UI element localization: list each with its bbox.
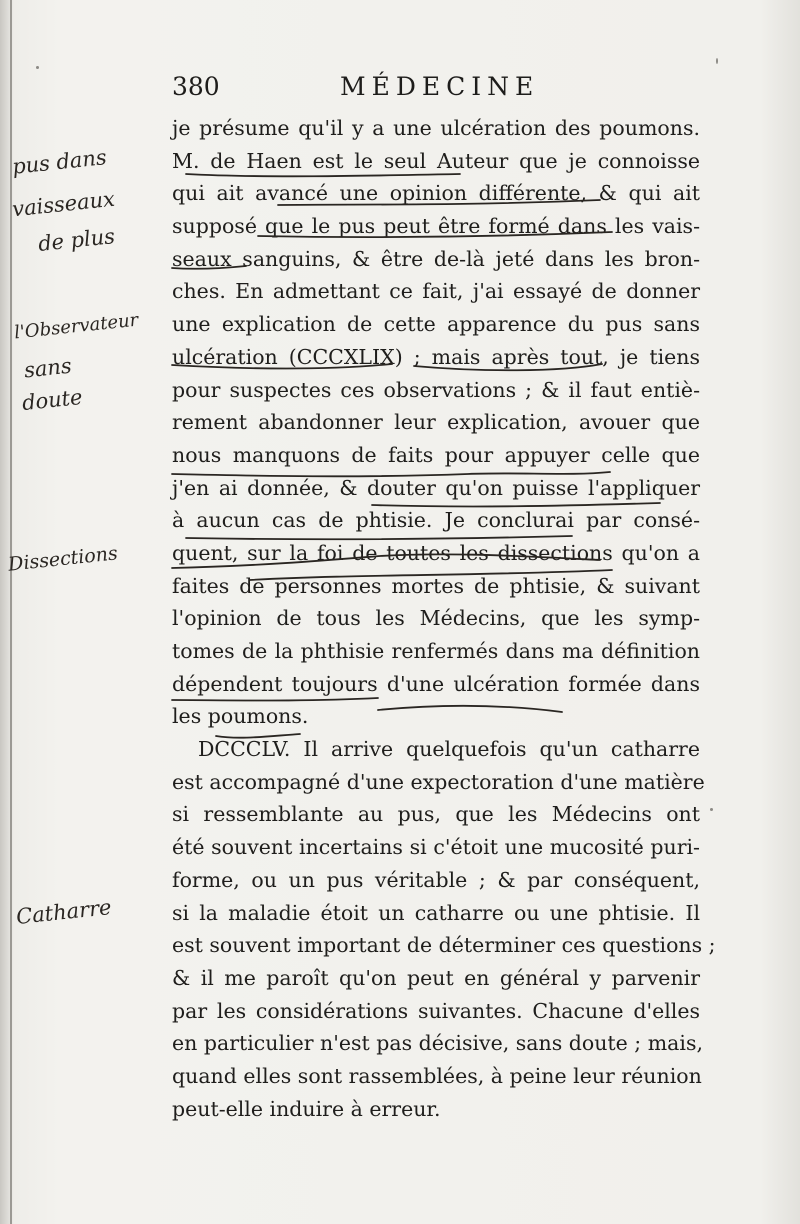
text-line: l'opinion de tous les Médecins, que les symp- — [172, 606, 700, 631]
text-line: est accompagné d'une expectoration d'une matière — [172, 769, 705, 794]
text-line: tomes de la phthisie renfermés dans ma définition — [172, 639, 700, 663]
text-line: est souvent important de déterminer ces questions ; — [172, 933, 716, 958]
text-line: ulcération (CCCXLIX) ; mais après tout, je tiens — [172, 344, 700, 369]
text-line: les poumons. — [172, 704, 309, 729]
text-line: supposé que le pus peut être formé dans les vais- — [172, 214, 700, 239]
text-line: une explication de cette apparence du pus sans — [172, 312, 700, 337]
margin-note: de plus — [36, 224, 117, 256]
text-line: quent, sur la foi de toutes les dissections qu'on a — [172, 540, 700, 565]
margin-note: Dissections — [7, 542, 119, 576]
text-line: M. de Haen est le seul Auteur que je connoisse — [172, 148, 700, 173]
paragraph-start-line: DCCCLV. Il arrive quelquefois qu'un catharre — [198, 737, 700, 762]
text-line: à aucun cas de phtisie. Je conclurai par consé- — [172, 508, 700, 533]
text-line: j'en ai donnée, & douter qu'on puisse l'appliquer — [172, 475, 700, 500]
text-line: faites de personnes mortes de phtisie, & suivant — [172, 573, 700, 598]
text-line: rement abandonner leur explication, avouer que — [172, 410, 700, 435]
text-line: je présume qu'il y a une ulcération des poumons. — [172, 116, 700, 140]
paper-speck — [710, 808, 713, 811]
text-line: nous manquons de faits pour appuyer celle que — [172, 442, 700, 467]
text-line: quand elles sont rassemblées, à peine leur réunion — [172, 1063, 702, 1088]
paper-speck — [36, 66, 39, 69]
margin-note: pus dans — [11, 145, 108, 179]
text-line: pour suspectes ces observations ; & il faut entiè- — [172, 377, 700, 402]
text-line: seaux sanguins, & être de-là jeté dans les bron- — [172, 246, 700, 271]
text-line: été souvent incertains si c'étoit une mucosité puri- — [172, 835, 700, 860]
margin-note: Catharre — [15, 895, 113, 929]
text-line: forme, ou un pus véritable ; & par conséquent, — [172, 867, 700, 892]
text-line: si ressemblante au pus, que les Médecins ont — [172, 802, 700, 827]
running-title: MÉDECINE — [340, 72, 540, 101]
page-number: 380 — [172, 72, 220, 101]
text-line: peut-elle induire à erreur. — [172, 1096, 441, 1121]
margin-note: l'Observateur — [13, 309, 140, 344]
text-line: qui ait avancé une opinion différente, & qui ait — [172, 181, 700, 206]
text-line: ches. En admettant ce fait, j'ai essayé de donner — [172, 279, 700, 304]
text-line: en particulier n'est pas décisive, sans doute ; mais, — [172, 1031, 703, 1056]
margin-note: doute — [20, 384, 84, 416]
margin-note: sans — [22, 353, 73, 383]
text-line: si la maladie étoit un catharre ou une phtisie. Il — [172, 900, 700, 925]
margin-note: vaisseaux — [11, 186, 116, 222]
paper-speck — [716, 58, 718, 64]
text-line: par les considérations suivantes. Chacune d'elles — [172, 998, 700, 1023]
text-line: & il me paroît qu'on peut en général y parvenir — [172, 965, 700, 990]
text-line: dépendent toujours d'une ulcération formée dans — [172, 671, 700, 696]
